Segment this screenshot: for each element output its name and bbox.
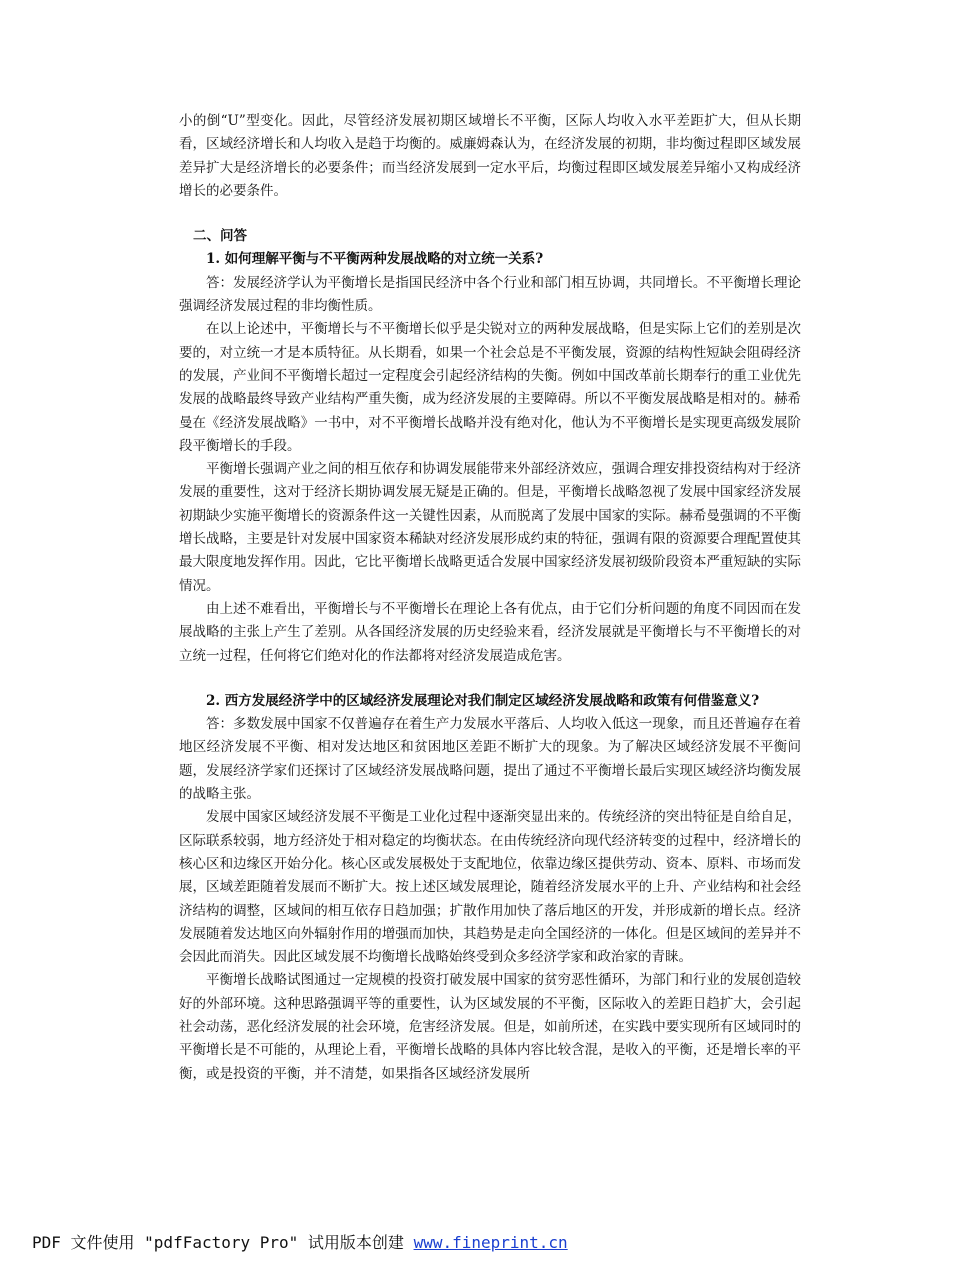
pdf-footer [32,1230,568,1253]
document-page [179,110,801,1086]
q1-body-paragraph: 平衡增长强调产业之间的相互依存和协调发展能带来外部经济效应，强调合理安排投资结构对于经济发展的重要性，这对于经济长期协调发展无疑是正确的。但是，平衡增长战略忽视了发展中国家经济发展初期缺少实施平衡增长的资源条件这一关键性因素，从而脱离了发展中国家的实际。赫希曼强调的不平衡增长战略，主要是针对发展中国家资本稀缺对经济发展形成约束的特征，强调有限的资源要合理配置使其最大限度地发挥作用。因此，它比平衡增长战略更适合发展中国家经济发展初级阶段资本严重短缺的实际情况。 [179,461,801,594]
intro-paragraph: 小的倒“U”型变化。因此，尽管经济发展初期区域增长不平衡，区际人均收入水平差距扩大，但从长期看，区域经济增长和人均收入是趋于均衡的。威廉姆森认为，在经济发展的初期，非均衡过程即区域发展差异扩大是经济增长的必要条件；而当经济发展到一定水平后，均衡过程即区域发展差异缩小又构成经济增长的必要条件。 [179,113,801,199]
q2-answer-paragraph: 答：多数发展中国家不仅普遍存在着生产力发展水平落后、人均收入低这一现象，而且还普遍存在着地区经济发展不平衡、相对发达地区和贫困地区差距不断扩大的现象。为了解决区域经济发展不平衡问题，发展经济学家们还探讨了区域经济发展战略问题，提出了通过不平衡增长最后实现区域经济均衡发展的战略主张。 [179,716,801,803]
q1-body-paragraph: 由上述不难看出，平衡增长与不平衡增长在理论上各有优点，由于它们分析问题的角度不同因而在发展战略的主张上产生了差别。从各国经济发展的历史经验来看，经济发展就是平衡增长与不平衡增长的对立统一过程，任何将它们绝对化的作法都将对经济发展造成危害。 [179,600,801,664]
q1-body-paragraph: 在以上论述中，平衡增长与不平衡增长似乎是尖锐对立的两种发展战略，但是实际上它们的差别是次要的，对立统一才是本质特征。从长期看，如果一个社会总是不平衡发展，资源的结构性短缺会阻碍经济的发展，产业间不平衡增长超过一定程度会引起经济结构的失衡。例如中国改革前长期奉行的重工业优先发展的战略最终导致产业结构严重失衡，成为经济发展的主要障碍。所以不平衡发展战略是相对的。赫希曼在《经济发展战略》一书中，对不平衡增长战略并没有绝对化，他认为不平衡增长是实现更高级发展阶段平衡增长的手段。 [179,321,801,454]
q2-body-paragraph: 平衡增长战略试图通过一定规模的投资打破发展中国家的贫穷恶性循环，为部门和行业的发展创造较好的外部环境。这种思路强调平等的重要性，认为区域发展的不平衡，区际收入的差距日趋扩大，会引起社会动荡，恶化经济发展的社会环境，危害经济发展。但是，如前所述，在实践中要实现所有区域同时的平衡增长是不可能的，从理论上看，平衡增长战略的具体内容比较含混，是收入的平衡，还是增长率的平衡，或是投资的平衡，并不清楚，如果指各区域经济发展所 [179,972,801,1082]
section-heading: 二、问答 [193,228,247,245]
question-2-title: 2. 西方发展经济学中的区域经济发展理论对我们制定区域经济发展战略和政策有何借鉴意义? [206,692,760,709]
footer-link[interactable]: www.fineprint.cn [413,1233,568,1252]
q1-answer-paragraph: 答：发展经济学认为平衡增长是指国民经济中各个行业和部门相互协调，共同增长。不平衡增长理论强调经济发展过程的非均衡性质。 [179,274,801,315]
footer-text: PDF 文件使用 "pdfFactory Pro" 试用版本创建 [32,1233,414,1252]
q2-body-paragraph: 发展中国家区域经济发展不平衡是工业化过程中逐渐突显出来的。传统经济的突出特征是自给自足，区际联系较弱，地方经济处于相对稳定的均衡状态。在由传统经济向现代经济转变的过程中，经济增长的核心区和边缘区开始分化。核心区或发展极处于支配地位，依靠边缘区提供劳动、资本、原料、市场而发展，区域差距随着发展而不断扩大。按上述区域发展理论，随着经济发展水平的上升、产业结构和社会经济结构的调整，区域间的相互依存日趋加强；扩散作用加快了落后地区的开发，并形成新的增长点。经济发展随着发达地区向外辐射作用的增强而加快，其趋势是走向全国经济的一体化。但是区域间的差异并不会因此而消失。因此区域发展不均衡增长战略始终受到众多经济学家和政治家的青睐。 [179,809,801,966]
question-1-title: 1. 如何理解平衡与不平衡两种发展战略的对立统一关系? [206,251,544,268]
